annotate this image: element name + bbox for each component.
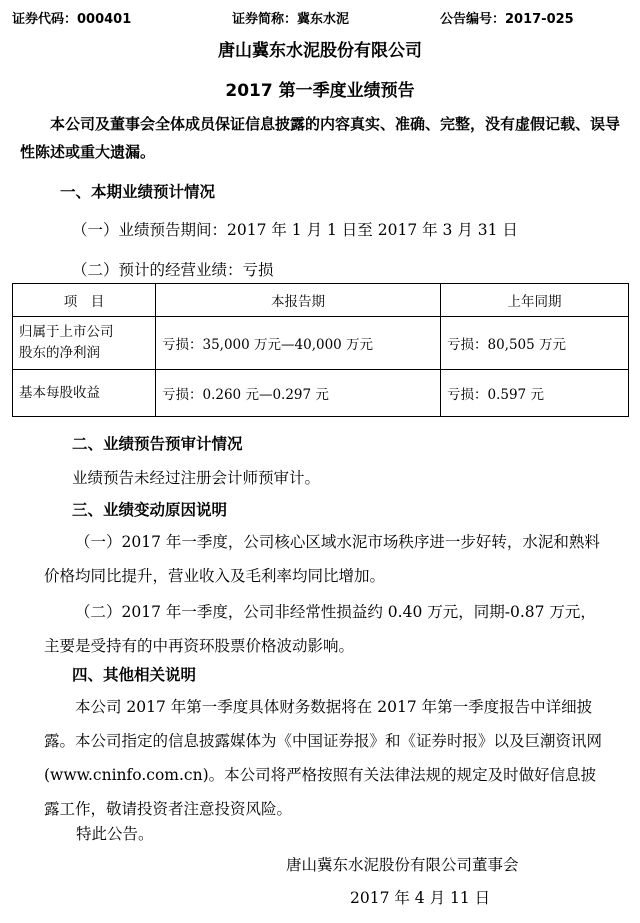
table-header: 上年同期: [441, 284, 629, 317]
row-label-line1: 归属于上市公司: [19, 324, 114, 340]
current-period-value: 亏损：35,000 万元—40,000 万元: [156, 317, 441, 370]
forecast-table: [12, 283, 629, 417]
table-row: [13, 317, 629, 370]
board-statement: 本公司及董事会全体成员保证信息披露的内容真实、准确、完整，没有虚假记载、误导性陈述或重大遗漏。: [20, 115, 621, 161]
section4-heading: 四、其他相关说明: [72, 666, 197, 684]
section1-heading: 一、本期业绩预计情况: [60, 183, 216, 201]
report-title: 2017 第一季度业绩预告: [225, 81, 415, 101]
stock-name: 证券简称：冀东水泥: [232, 12, 350, 27]
expected-result: （二）预计的经营业绩：亏损: [72, 261, 274, 279]
signature-date: 2017 年 4 月 11 日: [350, 889, 491, 907]
prior-period-value: 亏损：0.597 元: [441, 370, 629, 417]
other-notes: 本公司 2017 年第一季度具体财务数据将在 2017 年第一季度报告中详细披露。本公司指定的信息披露媒体为《中国证券报》和《证券时报》以及巨潮资讯网(www.cninfo.com.cn)。本公司将严格按照有关法律法规的规定及时做好信息披露工作，敬请投资者注意投资风险。: [44, 698, 603, 818]
table-header: 项 目: [13, 284, 156, 317]
company-title: 唐山冀东水泥股份有限公司: [218, 41, 422, 61]
section2-heading: 二、业绩预告预审计情况: [72, 435, 243, 453]
row-label-line2: 股东的净利润: [19, 345, 100, 361]
section3-heading: 三、业绩变动原因说明: [72, 501, 228, 519]
reason-item2: （二）2017 年一季度，公司非经常性损益约 0.40 万元，同期-0.87 万元，主要是受持有的中再资环股票价格波动影响。: [44, 603, 596, 655]
closing-text: 特此公告。: [76, 825, 154, 843]
audit-text: 业绩预告未经过注册会计师预审计。: [72, 469, 321, 487]
stock-code: 证券代码：000401: [12, 12, 132, 27]
table-header-row: [13, 284, 629, 317]
reason-item1: （一）2017 年一季度，公司核心区域水泥市场秩序进一步好转，水泥和熟料价格均同比提升，营业收入及毛利率均同比增加。: [44, 533, 600, 585]
prior-period-value: 亏损：80,505 万元: [441, 317, 629, 370]
row-label: [13, 317, 156, 370]
row-label: 基本每股收益: [13, 370, 156, 417]
table-row: [13, 370, 629, 417]
table-header: 本报告期: [156, 284, 441, 317]
forecast-period: （一）业绩预告期间：2017 年 1 月 1 日至 2017 年 3 月 31 日: [72, 221, 518, 239]
notice-number: 公告编号：2017-025: [440, 12, 574, 27]
signature-org: 唐山冀东水泥股份有限公司董事会: [286, 856, 519, 874]
current-period-value: 亏损：0.260 元—0.297 元: [156, 370, 441, 417]
